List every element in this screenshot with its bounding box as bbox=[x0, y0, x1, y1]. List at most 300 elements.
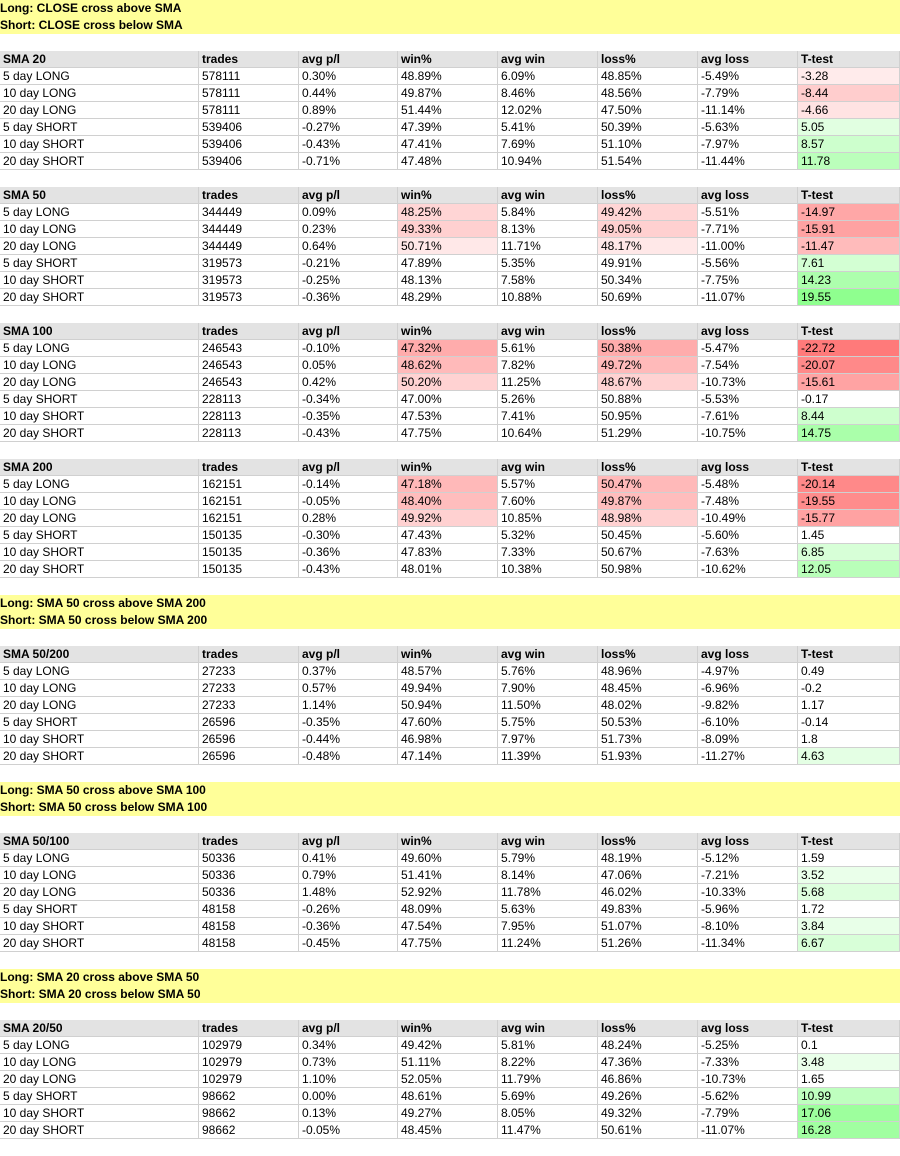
cell-avg-loss[interactable]: -11.44% bbox=[698, 153, 798, 170]
cell-avg-win[interactable]: 7.60% bbox=[498, 493, 598, 510]
cell-trades[interactable]: 48158 bbox=[199, 935, 299, 952]
cell-avg-win[interactable]: 11.71% bbox=[498, 238, 598, 255]
cell-avg-loss[interactable]: -10.73% bbox=[698, 374, 798, 391]
cell-loss-[interactable]: 50.88% bbox=[598, 391, 698, 408]
cell-loss-[interactable]: 47.06% bbox=[598, 867, 698, 884]
cell-loss-[interactable]: 51.73% bbox=[598, 731, 698, 748]
cell-t-test[interactable]: -19.55 bbox=[798, 493, 900, 510]
cell-loss-[interactable]: 51.29% bbox=[598, 425, 698, 442]
row-label[interactable]: 10 day LONG bbox=[0, 680, 199, 697]
row-label[interactable]: 20 day LONG bbox=[0, 238, 199, 255]
cell-loss-[interactable]: 50.39% bbox=[598, 119, 698, 136]
cell-avg-loss[interactable]: -11.07% bbox=[698, 289, 798, 306]
cell-avg-win[interactable]: 5.32% bbox=[498, 527, 598, 544]
cell-win-[interactable]: 47.18% bbox=[398, 476, 498, 493]
cell-avg-loss[interactable]: -10.75% bbox=[698, 425, 798, 442]
cell-loss-[interactable]: 50.95% bbox=[598, 408, 698, 425]
row-label[interactable]: 10 day LONG bbox=[0, 867, 199, 884]
cell-win-[interactable]: 49.87% bbox=[398, 85, 498, 102]
row-label[interactable]: 10 day LONG bbox=[0, 1054, 199, 1071]
cell-win-[interactable]: 49.33% bbox=[398, 221, 498, 238]
cell-trades[interactable]: 319573 bbox=[199, 255, 299, 272]
cell-loss-[interactable]: 51.93% bbox=[598, 748, 698, 765]
cell-trades[interactable]: 48158 bbox=[199, 918, 299, 935]
cell-avg-win[interactable]: 7.41% bbox=[498, 408, 598, 425]
cell-trades[interactable]: 162151 bbox=[199, 510, 299, 527]
cell-t-test[interactable]: -0.17 bbox=[798, 391, 900, 408]
cell-avg-p-l[interactable]: 0.42% bbox=[299, 374, 398, 391]
cell-avg-loss[interactable]: -5.12% bbox=[698, 850, 798, 867]
cell-trades[interactable]: 48158 bbox=[199, 901, 299, 918]
row-label[interactable]: 20 day SHORT bbox=[0, 153, 199, 170]
cell-loss-[interactable]: 48.96% bbox=[598, 663, 698, 680]
cell-t-test[interactable]: 1.65 bbox=[798, 1071, 900, 1088]
cell-avg-p-l[interactable]: 0.34% bbox=[299, 1037, 398, 1054]
cell-t-test[interactable]: 11.78 bbox=[798, 153, 900, 170]
row-label[interactable]: 10 day LONG bbox=[0, 85, 199, 102]
cell-trades[interactable]: 26596 bbox=[199, 714, 299, 731]
cell-avg-loss[interactable]: -10.49% bbox=[698, 510, 798, 527]
cell-avg-p-l[interactable]: -0.14% bbox=[299, 476, 398, 493]
cell-avg-loss[interactable]: -11.00% bbox=[698, 238, 798, 255]
cell-avg-win[interactable]: 11.47% bbox=[498, 1122, 598, 1139]
cell-avg-win[interactable]: 5.41% bbox=[498, 119, 598, 136]
cell-avg-p-l[interactable]: 0.23% bbox=[299, 221, 398, 238]
cell-avg-loss[interactable]: -5.62% bbox=[698, 1088, 798, 1105]
cell-win-[interactable]: 48.57% bbox=[398, 663, 498, 680]
cell-loss-[interactable]: 50.98% bbox=[598, 561, 698, 578]
cell-win-[interactable]: 48.09% bbox=[398, 901, 498, 918]
cell-t-test[interactable]: -11.47 bbox=[798, 238, 900, 255]
cell-trades[interactable]: 228113 bbox=[199, 408, 299, 425]
row-label[interactable]: 20 day SHORT bbox=[0, 289, 199, 306]
cell-avg-win[interactable]: 5.26% bbox=[498, 391, 598, 408]
cell-t-test[interactable]: 8.44 bbox=[798, 408, 900, 425]
cell-avg-p-l[interactable]: 1.14% bbox=[299, 697, 398, 714]
cell-win-[interactable]: 47.53% bbox=[398, 408, 498, 425]
cell-t-test[interactable]: 6.67 bbox=[798, 935, 900, 952]
cell-avg-p-l[interactable]: -0.44% bbox=[299, 731, 398, 748]
cell-win-[interactable]: 48.89% bbox=[398, 68, 498, 85]
row-label[interactable]: 5 day SHORT bbox=[0, 1088, 199, 1105]
cell-win-[interactable]: 48.01% bbox=[398, 561, 498, 578]
cell-avg-win[interactable]: 10.94% bbox=[498, 153, 598, 170]
cell-avg-p-l[interactable]: 0.41% bbox=[299, 850, 398, 867]
row-label[interactable]: 5 day SHORT bbox=[0, 255, 199, 272]
cell-trades[interactable]: 150135 bbox=[199, 544, 299, 561]
cell-t-test[interactable]: 12.05 bbox=[798, 561, 900, 578]
row-label[interactable]: 20 day LONG bbox=[0, 102, 199, 119]
cell-avg-loss[interactable]: -7.97% bbox=[698, 136, 798, 153]
row-label[interactable]: 20 day SHORT bbox=[0, 425, 199, 442]
cell-loss-[interactable]: 49.05% bbox=[598, 221, 698, 238]
cell-trades[interactable]: 98662 bbox=[199, 1088, 299, 1105]
cell-loss-[interactable]: 50.38% bbox=[598, 340, 698, 357]
cell-loss-[interactable]: 49.42% bbox=[598, 204, 698, 221]
cell-avg-loss[interactable]: -7.61% bbox=[698, 408, 798, 425]
row-label[interactable]: 20 day LONG bbox=[0, 697, 199, 714]
cell-win-[interactable]: 51.44% bbox=[398, 102, 498, 119]
cell-avg-p-l[interactable]: -0.43% bbox=[299, 425, 398, 442]
cell-avg-loss[interactable]: -5.53% bbox=[698, 391, 798, 408]
cell-win-[interactable]: 51.41% bbox=[398, 867, 498, 884]
cell-avg-win[interactable]: 8.13% bbox=[498, 221, 598, 238]
row-label[interactable]: 10 day SHORT bbox=[0, 1105, 199, 1122]
cell-loss-[interactable]: 49.32% bbox=[598, 1105, 698, 1122]
cell-trades[interactable]: 319573 bbox=[199, 289, 299, 306]
cell-avg-loss[interactable]: -8.10% bbox=[698, 918, 798, 935]
cell-t-test[interactable]: -15.77 bbox=[798, 510, 900, 527]
cell-avg-win[interactable]: 12.02% bbox=[498, 102, 598, 119]
cell-trades[interactable]: 246543 bbox=[199, 374, 299, 391]
cell-win-[interactable]: 46.98% bbox=[398, 731, 498, 748]
cell-loss-[interactable]: 49.87% bbox=[598, 493, 698, 510]
row-label[interactable]: 5 day LONG bbox=[0, 850, 199, 867]
cell-loss-[interactable]: 48.56% bbox=[598, 85, 698, 102]
cell-trades[interactable]: 102979 bbox=[199, 1071, 299, 1088]
cell-win-[interactable]: 48.29% bbox=[398, 289, 498, 306]
row-label[interactable]: 5 day SHORT bbox=[0, 391, 199, 408]
row-label[interactable]: 20 day SHORT bbox=[0, 748, 199, 765]
row-label[interactable]: 5 day LONG bbox=[0, 204, 199, 221]
cell-loss-[interactable]: 49.72% bbox=[598, 357, 698, 374]
cell-trades[interactable]: 539406 bbox=[199, 119, 299, 136]
row-label[interactable]: 10 day SHORT bbox=[0, 731, 199, 748]
cell-avg-loss[interactable]: -5.60% bbox=[698, 527, 798, 544]
cell-avg-loss[interactable]: -8.09% bbox=[698, 731, 798, 748]
cell-win-[interactable]: 47.75% bbox=[398, 935, 498, 952]
cell-avg-win[interactable]: 5.35% bbox=[498, 255, 598, 272]
row-label[interactable]: 10 day LONG bbox=[0, 493, 199, 510]
cell-avg-loss[interactable]: -7.71% bbox=[698, 221, 798, 238]
cell-t-test[interactable]: 5.05 bbox=[798, 119, 900, 136]
cell-t-test[interactable]: 1.8 bbox=[798, 731, 900, 748]
row-label[interactable]: 10 day SHORT bbox=[0, 918, 199, 935]
row-label[interactable]: 5 day LONG bbox=[0, 68, 199, 85]
cell-avg-loss[interactable]: -5.47% bbox=[698, 340, 798, 357]
cell-loss-[interactable]: 48.24% bbox=[598, 1037, 698, 1054]
cell-loss-[interactable]: 46.86% bbox=[598, 1071, 698, 1088]
row-label[interactable]: 10 day SHORT bbox=[0, 408, 199, 425]
cell-avg-p-l[interactable]: -0.26% bbox=[299, 901, 398, 918]
cell-avg-win[interactable]: 11.79% bbox=[498, 1071, 598, 1088]
cell-avg-loss[interactable]: -11.34% bbox=[698, 935, 798, 952]
cell-avg-win[interactable]: 7.58% bbox=[498, 272, 598, 289]
cell-avg-p-l[interactable]: 0.13% bbox=[299, 1105, 398, 1122]
cell-t-test[interactable]: -8.44 bbox=[798, 85, 900, 102]
cell-avg-win[interactable]: 10.38% bbox=[498, 561, 598, 578]
cell-loss-[interactable]: 51.10% bbox=[598, 136, 698, 153]
cell-avg-loss[interactable]: -5.63% bbox=[698, 119, 798, 136]
cell-trades[interactable]: 162151 bbox=[199, 476, 299, 493]
row-label[interactable]: 5 day SHORT bbox=[0, 119, 199, 136]
cell-avg-loss[interactable]: -11.27% bbox=[698, 748, 798, 765]
cell-win-[interactable]: 47.83% bbox=[398, 544, 498, 561]
cell-trades[interactable]: 246543 bbox=[199, 357, 299, 374]
cell-avg-p-l[interactable]: -0.27% bbox=[299, 119, 398, 136]
cell-trades[interactable]: 27233 bbox=[199, 697, 299, 714]
cell-avg-loss[interactable]: -11.07% bbox=[698, 1122, 798, 1139]
cell-avg-loss[interactable]: -4.97% bbox=[698, 663, 798, 680]
cell-loss-[interactable]: 51.54% bbox=[598, 153, 698, 170]
cell-avg-win[interactable]: 10.85% bbox=[498, 510, 598, 527]
cell-t-test[interactable]: -0.14 bbox=[798, 714, 900, 731]
cell-avg-win[interactable]: 11.24% bbox=[498, 935, 598, 952]
cell-avg-win[interactable]: 5.76% bbox=[498, 663, 598, 680]
cell-avg-p-l[interactable]: -0.43% bbox=[299, 136, 398, 153]
cell-trades[interactable]: 50336 bbox=[199, 867, 299, 884]
cell-win-[interactable]: 48.13% bbox=[398, 272, 498, 289]
cell-trades[interactable]: 578111 bbox=[199, 102, 299, 119]
cell-avg-p-l[interactable]: -0.30% bbox=[299, 527, 398, 544]
row-label[interactable]: 5 day LONG bbox=[0, 340, 199, 357]
cell-avg-win[interactable]: 5.69% bbox=[498, 1088, 598, 1105]
cell-avg-p-l[interactable]: 0.37% bbox=[299, 663, 398, 680]
cell-trades[interactable]: 539406 bbox=[199, 136, 299, 153]
cell-avg-win[interactable]: 5.84% bbox=[498, 204, 598, 221]
cell-avg-p-l[interactable]: 0.05% bbox=[299, 357, 398, 374]
cell-avg-p-l[interactable]: 0.44% bbox=[299, 85, 398, 102]
cell-win-[interactable]: 50.20% bbox=[398, 374, 498, 391]
cell-t-test[interactable]: 7.61 bbox=[798, 255, 900, 272]
cell-t-test[interactable]: 3.84 bbox=[798, 918, 900, 935]
cell-avg-loss[interactable]: -10.73% bbox=[698, 1071, 798, 1088]
row-label[interactable]: 20 day SHORT bbox=[0, 561, 199, 578]
cell-win-[interactable]: 47.60% bbox=[398, 714, 498, 731]
cell-win-[interactable]: 48.25% bbox=[398, 204, 498, 221]
cell-avg-p-l[interactable]: -0.48% bbox=[299, 748, 398, 765]
cell-avg-win[interactable]: 11.25% bbox=[498, 374, 598, 391]
cell-avg-win[interactable]: 5.57% bbox=[498, 476, 598, 493]
cell-win-[interactable]: 50.71% bbox=[398, 238, 498, 255]
cell-win-[interactable]: 51.11% bbox=[398, 1054, 498, 1071]
cell-trades[interactable]: 50336 bbox=[199, 850, 299, 867]
cell-trades[interactable]: 578111 bbox=[199, 85, 299, 102]
cell-avg-win[interactable]: 11.78% bbox=[498, 884, 598, 901]
cell-trades[interactable]: 27233 bbox=[199, 663, 299, 680]
cell-win-[interactable]: 47.39% bbox=[398, 119, 498, 136]
row-label[interactable]: 20 day LONG bbox=[0, 510, 199, 527]
cell-loss-[interactable]: 47.36% bbox=[598, 1054, 698, 1071]
cell-win-[interactable]: 49.94% bbox=[398, 680, 498, 697]
cell-t-test[interactable]: 14.75 bbox=[798, 425, 900, 442]
row-label[interactable]: 10 day SHORT bbox=[0, 136, 199, 153]
cell-avg-p-l[interactable]: -0.10% bbox=[299, 340, 398, 357]
cell-avg-loss[interactable]: -7.21% bbox=[698, 867, 798, 884]
row-label[interactable]: 5 day LONG bbox=[0, 663, 199, 680]
cell-avg-p-l[interactable]: -0.36% bbox=[299, 918, 398, 935]
cell-avg-loss[interactable]: -7.63% bbox=[698, 544, 798, 561]
cell-t-test[interactable]: -15.91 bbox=[798, 221, 900, 238]
cell-loss-[interactable]: 48.98% bbox=[598, 510, 698, 527]
row-label[interactable]: 10 day LONG bbox=[0, 221, 199, 238]
cell-win-[interactable]: 49.27% bbox=[398, 1105, 498, 1122]
cell-trades[interactable]: 26596 bbox=[199, 731, 299, 748]
cell-loss-[interactable]: 50.45% bbox=[598, 527, 698, 544]
row-label[interactable]: 20 day LONG bbox=[0, 374, 199, 391]
row-label[interactable]: 5 day SHORT bbox=[0, 714, 199, 731]
cell-loss-[interactable]: 48.02% bbox=[598, 697, 698, 714]
cell-trades[interactable]: 26596 bbox=[199, 748, 299, 765]
cell-trades[interactable]: 50336 bbox=[199, 884, 299, 901]
cell-trades[interactable]: 246543 bbox=[199, 340, 299, 357]
cell-t-test[interactable]: -15.61 bbox=[798, 374, 900, 391]
cell-avg-p-l[interactable]: 0.57% bbox=[299, 680, 398, 697]
cell-win-[interactable]: 47.48% bbox=[398, 153, 498, 170]
cell-avg-p-l[interactable]: 0.73% bbox=[299, 1054, 398, 1071]
cell-trades[interactable]: 578111 bbox=[199, 68, 299, 85]
cell-avg-win[interactable]: 7.82% bbox=[498, 357, 598, 374]
cell-avg-win[interactable]: 7.69% bbox=[498, 136, 598, 153]
cell-trades[interactable]: 344449 bbox=[199, 238, 299, 255]
cell-t-test[interactable]: 1.17 bbox=[798, 697, 900, 714]
cell-win-[interactable]: 47.00% bbox=[398, 391, 498, 408]
cell-t-test[interactable]: 0.49 bbox=[798, 663, 900, 680]
cell-avg-win[interactable]: 5.75% bbox=[498, 714, 598, 731]
row-label[interactable]: 20 day SHORT bbox=[0, 1122, 199, 1139]
cell-win-[interactable]: 49.60% bbox=[398, 850, 498, 867]
cell-t-test[interactable]: 5.68 bbox=[798, 884, 900, 901]
cell-t-test[interactable]: 4.63 bbox=[798, 748, 900, 765]
cell-t-test[interactable]: -0.2 bbox=[798, 680, 900, 697]
cell-win-[interactable]: 47.32% bbox=[398, 340, 498, 357]
cell-loss-[interactable]: 50.47% bbox=[598, 476, 698, 493]
row-label[interactable]: 20 day LONG bbox=[0, 1071, 199, 1088]
row-label[interactable]: 5 day LONG bbox=[0, 476, 199, 493]
cell-win-[interactable]: 47.54% bbox=[398, 918, 498, 935]
cell-win-[interactable]: 48.62% bbox=[398, 357, 498, 374]
cell-loss-[interactable]: 49.83% bbox=[598, 901, 698, 918]
cell-loss-[interactable]: 50.61% bbox=[598, 1122, 698, 1139]
cell-trades[interactable]: 150135 bbox=[199, 561, 299, 578]
cell-avg-loss[interactable]: -5.48% bbox=[698, 476, 798, 493]
cell-t-test[interactable]: -4.66 bbox=[798, 102, 900, 119]
cell-avg-win[interactable]: 8.46% bbox=[498, 85, 598, 102]
cell-win-[interactable]: 48.61% bbox=[398, 1088, 498, 1105]
cell-loss-[interactable]: 48.45% bbox=[598, 680, 698, 697]
cell-trades[interactable]: 344449 bbox=[199, 204, 299, 221]
cell-avg-p-l[interactable]: 0.09% bbox=[299, 204, 398, 221]
cell-trades[interactable]: 98662 bbox=[199, 1122, 299, 1139]
cell-loss-[interactable]: 48.67% bbox=[598, 374, 698, 391]
cell-trades[interactable]: 162151 bbox=[199, 493, 299, 510]
row-label[interactable]: 20 day LONG bbox=[0, 884, 199, 901]
cell-avg-p-l[interactable]: -0.34% bbox=[299, 391, 398, 408]
row-label[interactable]: 5 day SHORT bbox=[0, 527, 199, 544]
cell-loss-[interactable]: 50.67% bbox=[598, 544, 698, 561]
cell-t-test[interactable]: 19.55 bbox=[798, 289, 900, 306]
cell-trades[interactable]: 319573 bbox=[199, 272, 299, 289]
cell-win-[interactable]: 47.41% bbox=[398, 136, 498, 153]
cell-t-test[interactable]: 10.99 bbox=[798, 1088, 900, 1105]
cell-trades[interactable]: 102979 bbox=[199, 1037, 299, 1054]
cell-loss-[interactable]: 49.91% bbox=[598, 255, 698, 272]
cell-win-[interactable]: 48.40% bbox=[398, 493, 498, 510]
row-label[interactable]: 20 day SHORT bbox=[0, 935, 199, 952]
cell-avg-p-l[interactable]: 0.89% bbox=[299, 102, 398, 119]
cell-loss-[interactable]: 51.26% bbox=[598, 935, 698, 952]
cell-avg-loss[interactable]: -5.51% bbox=[698, 204, 798, 221]
cell-avg-p-l[interactable]: -0.43% bbox=[299, 561, 398, 578]
cell-avg-p-l[interactable]: 0.79% bbox=[299, 867, 398, 884]
cell-avg-p-l[interactable]: 0.00% bbox=[299, 1088, 398, 1105]
cell-avg-loss[interactable]: -6.96% bbox=[698, 680, 798, 697]
cell-loss-[interactable]: 49.26% bbox=[598, 1088, 698, 1105]
cell-t-test[interactable]: 1.45 bbox=[798, 527, 900, 544]
cell-avg-p-l[interactable]: 0.28% bbox=[299, 510, 398, 527]
row-label[interactable]: 5 day LONG bbox=[0, 1037, 199, 1054]
cell-avg-loss[interactable]: -5.25% bbox=[698, 1037, 798, 1054]
cell-trades[interactable]: 98662 bbox=[199, 1105, 299, 1122]
cell-avg-loss[interactable]: -10.62% bbox=[698, 561, 798, 578]
cell-win-[interactable]: 52.05% bbox=[398, 1071, 498, 1088]
cell-loss-[interactable]: 50.34% bbox=[598, 272, 698, 289]
cell-avg-win[interactable]: 5.63% bbox=[498, 901, 598, 918]
cell-t-test[interactable]: -22.72 bbox=[798, 340, 900, 357]
cell-win-[interactable]: 49.92% bbox=[398, 510, 498, 527]
cell-avg-win[interactable]: 7.95% bbox=[498, 918, 598, 935]
row-label[interactable]: 5 day SHORT bbox=[0, 901, 199, 918]
cell-avg-p-l[interactable]: -0.05% bbox=[299, 493, 398, 510]
cell-loss-[interactable]: 50.69% bbox=[598, 289, 698, 306]
cell-avg-win[interactable]: 7.33% bbox=[498, 544, 598, 561]
row-label[interactable]: 10 day SHORT bbox=[0, 272, 199, 289]
cell-avg-loss[interactable]: -6.10% bbox=[698, 714, 798, 731]
cell-t-test[interactable]: 6.85 bbox=[798, 544, 900, 561]
cell-t-test[interactable]: 3.52 bbox=[798, 867, 900, 884]
cell-win-[interactable]: 47.89% bbox=[398, 255, 498, 272]
cell-avg-p-l[interactable]: -0.35% bbox=[299, 408, 398, 425]
cell-avg-loss[interactable]: -7.79% bbox=[698, 85, 798, 102]
cell-avg-win[interactable]: 8.14% bbox=[498, 867, 598, 884]
cell-avg-p-l[interactable]: -0.36% bbox=[299, 289, 398, 306]
cell-avg-p-l[interactable]: 0.64% bbox=[299, 238, 398, 255]
row-label[interactable]: 10 day LONG bbox=[0, 357, 199, 374]
cell-avg-win[interactable]: 11.39% bbox=[498, 748, 598, 765]
cell-avg-p-l[interactable]: 1.48% bbox=[299, 884, 398, 901]
cell-avg-loss[interactable]: -11.14% bbox=[698, 102, 798, 119]
cell-avg-loss[interactable]: -7.75% bbox=[698, 272, 798, 289]
cell-trades[interactable]: 27233 bbox=[199, 680, 299, 697]
cell-avg-loss[interactable]: -7.33% bbox=[698, 1054, 798, 1071]
cell-avg-p-l[interactable]: -0.21% bbox=[299, 255, 398, 272]
cell-avg-loss[interactable]: -7.79% bbox=[698, 1105, 798, 1122]
cell-loss-[interactable]: 46.02% bbox=[598, 884, 698, 901]
cell-avg-loss[interactable]: -5.56% bbox=[698, 255, 798, 272]
cell-avg-p-l[interactable]: 0.30% bbox=[299, 68, 398, 85]
cell-avg-loss[interactable]: -7.48% bbox=[698, 493, 798, 510]
cell-avg-win[interactable]: 5.79% bbox=[498, 850, 598, 867]
cell-t-test[interactable]: 16.28 bbox=[798, 1122, 900, 1139]
cell-avg-loss[interactable]: -5.49% bbox=[698, 68, 798, 85]
row-label[interactable]: 10 day SHORT bbox=[0, 544, 199, 561]
cell-loss-[interactable]: 48.17% bbox=[598, 238, 698, 255]
cell-t-test[interactable]: 1.59 bbox=[798, 850, 900, 867]
cell-avg-win[interactable]: 10.88% bbox=[498, 289, 598, 306]
cell-avg-p-l[interactable]: -0.25% bbox=[299, 272, 398, 289]
cell-avg-p-l[interactable]: -0.45% bbox=[299, 935, 398, 952]
cell-avg-p-l[interactable]: -0.36% bbox=[299, 544, 398, 561]
cell-trades[interactable]: 344449 bbox=[199, 221, 299, 238]
cell-avg-p-l[interactable]: 1.10% bbox=[299, 1071, 398, 1088]
cell-loss-[interactable]: 48.19% bbox=[598, 850, 698, 867]
cell-trades[interactable]: 102979 bbox=[199, 1054, 299, 1071]
cell-t-test[interactable]: 3.48 bbox=[798, 1054, 900, 1071]
cell-avg-win[interactable]: 7.97% bbox=[498, 731, 598, 748]
cell-loss-[interactable]: 51.07% bbox=[598, 918, 698, 935]
cell-win-[interactable]: 47.14% bbox=[398, 748, 498, 765]
cell-win-[interactable]: 47.75% bbox=[398, 425, 498, 442]
